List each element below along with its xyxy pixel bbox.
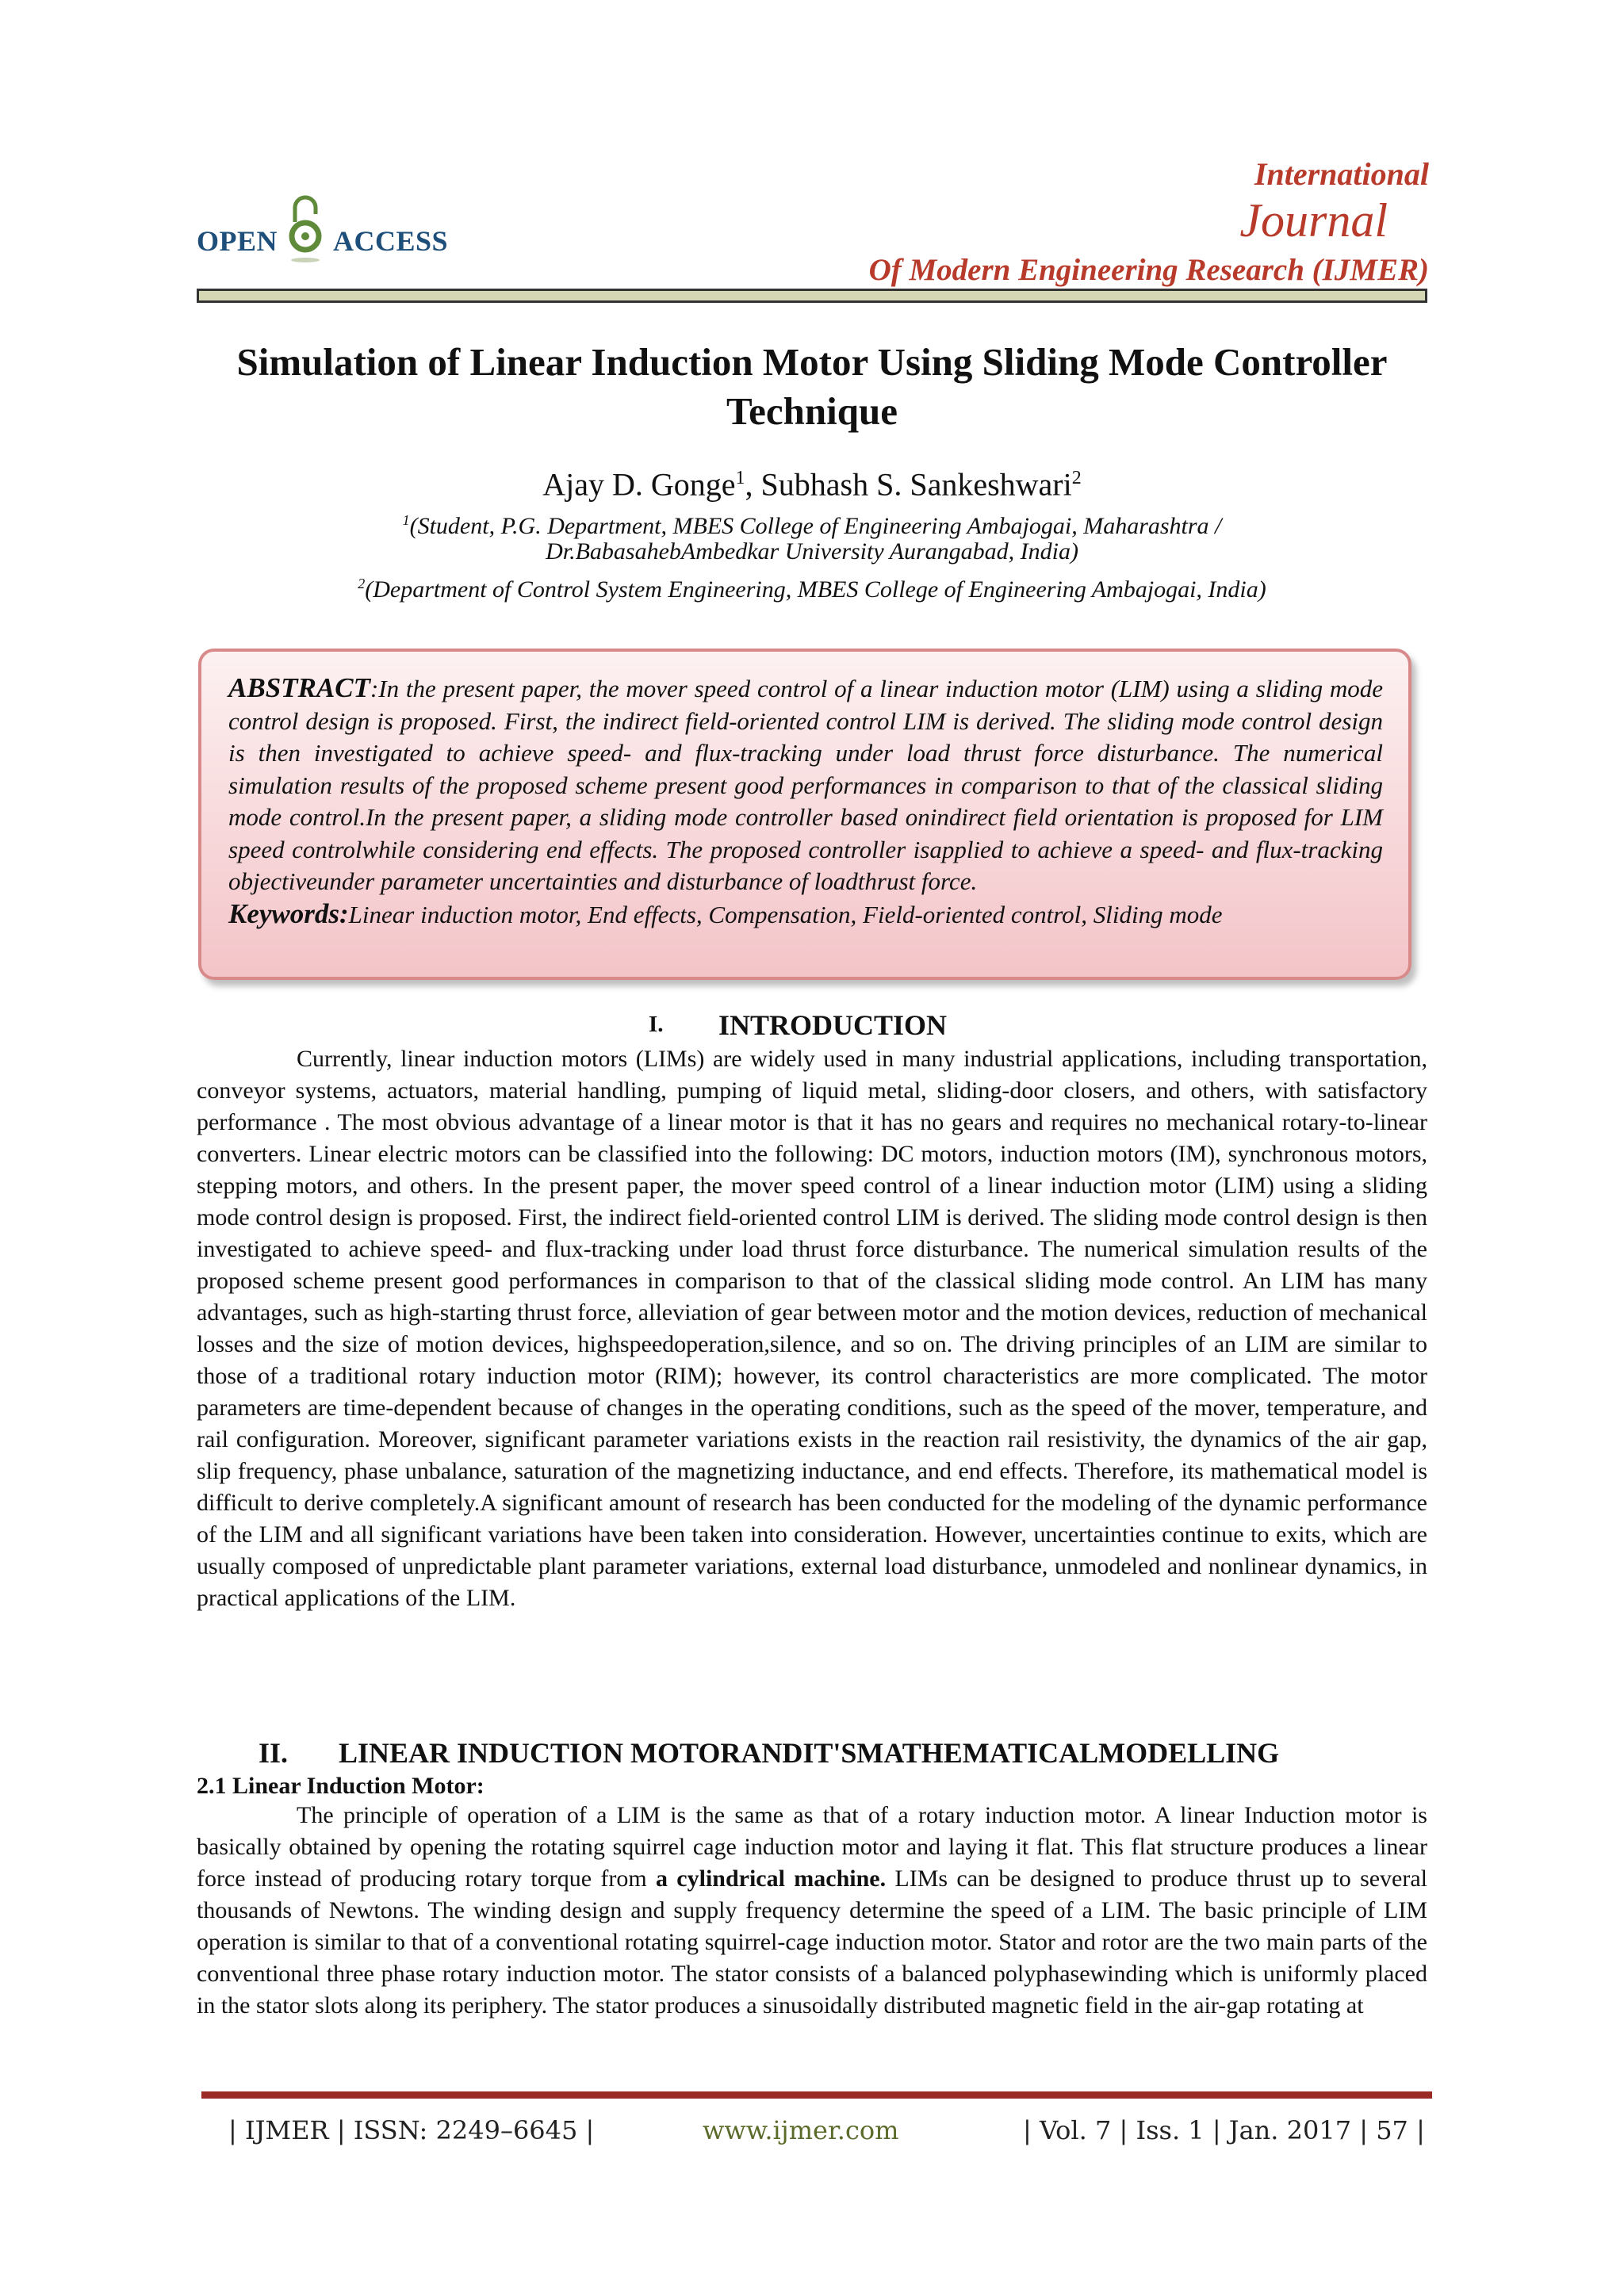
open-access-lock-icon <box>285 190 325 263</box>
open-access-logo <box>197 205 448 277</box>
footer-volume-page: | Vol. 7 | Iss. 1 | Jan. 2017 | 57 | <box>1023 2115 1425 2145</box>
section-2-title: LINEAR INDUCTION MOTORANDIT'SMATHEMATICALMODELLING <box>339 1737 1280 1769</box>
header-divider <box>197 289 1427 303</box>
paper-title: Simulation of Linear Induction Motor Using Sliding Mode Controller Technique <box>236 340 1388 433</box>
section-1-paragraph: Currently, linear induction motors (LIMs) are widely used in many industrial applications, including transportation, conveyor systems, actuators, material handling, pumping of liquid metal, sliding-door closers, and others, with satisfactory performance . The most obvious advantage of a linear motor is that it has no gears and requires no mechanical rotary-to-linear converters. Linear electric motors can be classified into the following: DC motors, induction motors (IM), synchronous motors, stepping motors, and others. In the present paper, the mover speed control of a linear induction motor (LIM) using a sliding mode control design is proposed. First, the indirect field-oriented control LIM is derived. The sliding mode control design is then investigated to achieve speed- and flux-tracking under load thrust force disturbance. The numerical simulation results of the proposed scheme present good performances in comparison to that of the classical sliding mode control. An LIM has many advantages, such as high-starting thrust force, alleviation of gear between motor and the motion devices, reduction of mechanical losses and the size of motion devices, highspeedoperation,silence, and so on. The driving principles of an LIM are similar to those of a traditional rotary induction motor (RIM); however, its control characteristics are more complicated. The motor parameters are time-dependent because of changes in the operating conditions, such as the speed of the mover, temperature, and rail configuration. Moreover, significant parameter variations exists in the reaction rail resistivity, the dynamics of the air gap, slip frequency, phase unbalance, saturation of the magnetizing inductance, and end effects. Therefore, its mathematical model is difficult to derive completely.A significant amount of research has been conducted for the modeling of the dynamic performance of the LIM and all significant variations have been taken into consideration. However, uncertainties continue to exits, which are usually composed of unpredictable plant parameter variations, external load disturbance, unmodeled and nonlinear dynamics, in practical applications of the LIM. <box>197 1046 1427 1611</box>
affiliation-1-line-1: (Student, P.G. Department, MBES College of Engineering Ambajogai, Maharashtra / <box>409 513 1222 539</box>
section-2-body <box>197 1800 1427 2022</box>
journal-name-top: International <box>1254 156 1429 192</box>
affiliation-1-line-2: Dr.BabasahebAmbedkar University Aurangabad, India) <box>546 538 1078 564</box>
section-2-paragraph-part-1: The principle of operation of a LIM is the same as that of a rotary induction motor. A linear Induction motor is basically obtained by opening the rotating squirrel cage induction motor and laying it flat. This flat structure produces a linear force instead of producing rotary torque from <box>197 1802 1427 1892</box>
footer-divider <box>201 2091 1432 2099</box>
abstract-box <box>198 649 1411 980</box>
author-1: Ajay D. Gonge <box>542 466 736 503</box>
journal-name-main: Journal <box>1239 194 1388 247</box>
affiliation-1-mark: 1 <box>402 512 410 528</box>
open-access-open: OPEN <box>197 225 278 257</box>
section-2-number: II. <box>259 1737 289 1769</box>
open-access-access: ACCESS <box>333 225 449 257</box>
section-1-body <box>197 1043 1427 1614</box>
author-2: Subhash S. Sankeshwari <box>760 466 1072 503</box>
affiliation-2-mark: 2 <box>358 576 366 591</box>
journal-name-sub: Of Modern Engineering Research (IJMER) <box>868 253 1429 287</box>
footer-website-link[interactable]: www.ijmer.com <box>703 2115 899 2145</box>
affiliation-2-text: (Department of Control System Engineering, MBES College of Engineering Ambajogai, India) <box>365 576 1266 603</box>
section-1-number: I. <box>649 1012 664 1037</box>
author-separator: , <box>745 466 761 503</box>
footer-issn: | IJMER | ISSN: 2249–6645 | <box>228 2115 595 2145</box>
author-list <box>174 458 1450 504</box>
author-1-affil-mark: 1 <box>735 468 745 488</box>
abstract-text: :In the present paper, the mover speed control of a linear induction motor (LIM) using a sliding mode control design is proposed. First, the indirect field-oriented control LIM is derived. The sliding mode control design is then investigated to achieve speed- and flux-tracking under load thrust force disturbance. The numerical simulation results of the proposed scheme present good performances in comparison to that of the classical sliding mode control.In the present paper, a sliding mode controller based onindirect field orientation is proposed for LIM speed controlwhile considering end effects. The proposed controller isapplied to achieve a speed- and flux-tracking objectiveunder parameter uncertainties and disturbance of loadthrust force. <box>228 675 1383 895</box>
keywords-label: Keywords: <box>228 897 349 929</box>
subsection-2-1-title: 2.1 Linear Induction Motor: <box>197 1773 485 1799</box>
keywords-text: Linear induction motor, End effects, Compensation, Field-oriented control, Sliding mode <box>348 900 1223 928</box>
affiliation-2 <box>174 568 1450 606</box>
abstract-label: ABSTRACT <box>228 672 370 703</box>
author-2-affil-mark: 2 <box>1071 468 1082 488</box>
section-2-paragraph-part-2: LIMs can be designed to produce thrust up to several thousands of Newtons. The winding design and supply frequency determine the speed of a LIM. The basic principle of LIM operation is similar to that of a conventional rotating squirrel-cage induction motor. Stator and rotor are the two main parts of the conventional three phase rotary induction motor. The stator consists of a balanced polyphasewinding which is uniformly placed in the stator slots along its periphery. The stator produces a sinusoidally distributed magnetic field in the air-gap rotating at <box>197 1866 1428 2019</box>
section-2-bold-phrase: a cylindrical machine. <box>655 1866 887 1892</box>
section-1-title: INTRODUCTION <box>718 1009 948 1041</box>
